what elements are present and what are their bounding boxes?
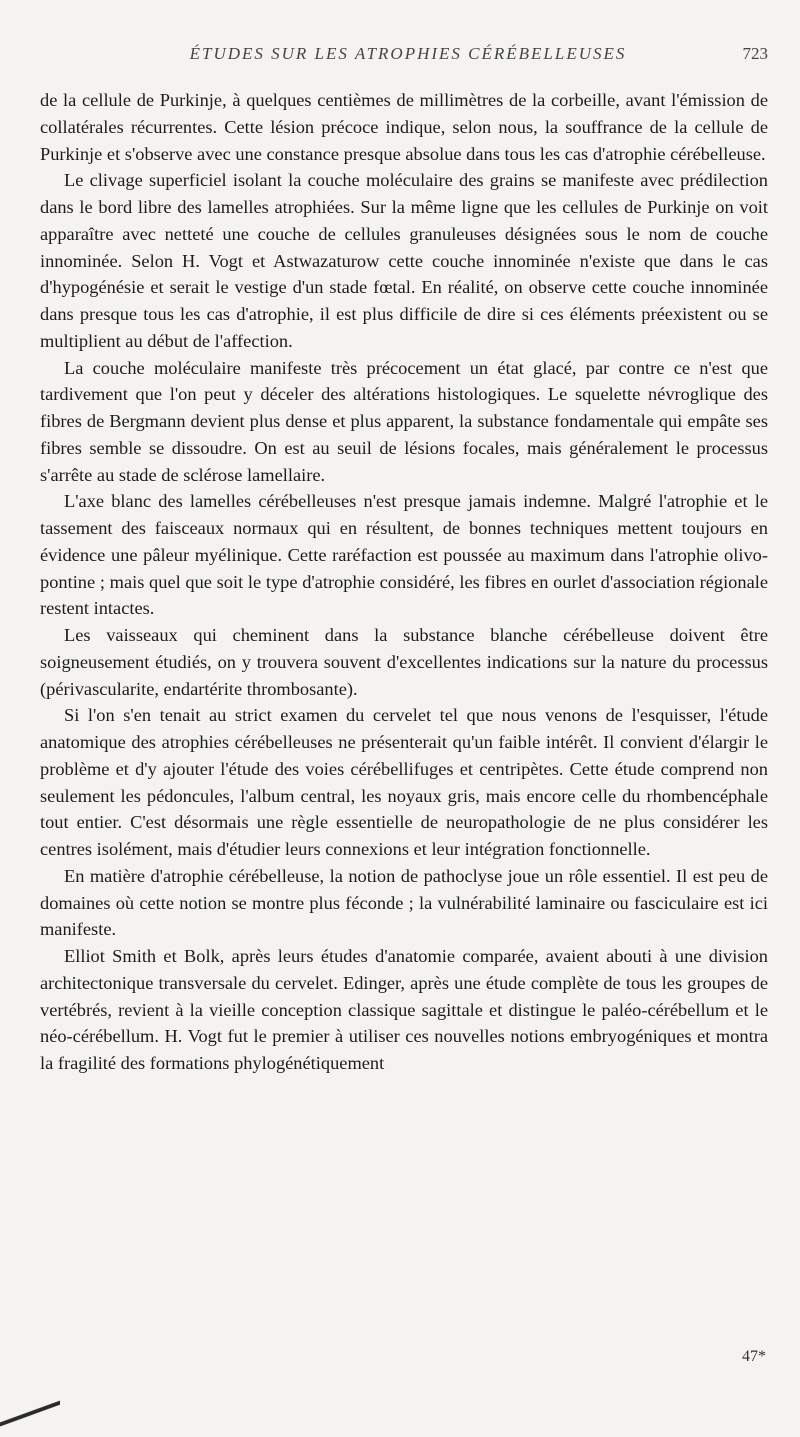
paragraph: Le clivage superficiel isolant la couche moléculaire des grains se manifeste avec prédilection dans le bord libre des lamelles atrophiées. Sur la même ligne que les cellules de Purkinje on voit apparaître avec netteté une couche de cellules granuleuses désignées sous le nom de couche innominée. Selon H. Vogt et Astwazaturow cette couche innominée n'existe que dans le cas d'hypogénésie et serait le vestige d'un stade fœtal. En réalité, on observe cette couche innominée dans presque tous les cas d'atrophie, il est plus difficile de dire si ces éléments préexistent ou se multiplient au début de l'affection. — [40, 170, 768, 351]
signature-mark: 47* — [742, 1348, 766, 1365]
paragraph: L'axe blanc des lamelles cérébelleuses n'est presque jamais indemne. Malgré l'atrophie et le tassement des faisceaux normaux qui en résultent, de bonnes techniques mettent toujours en évidence une pâleur myélinique. Cette raréfaction est poussée au maximum dans l'atrophie olivo-pontine ; mais quel que soit le type d'atrophie considéré, les fibres en ourlet d'association régionale restent intactes. — [40, 491, 768, 619]
paragraph: Les vaisseaux qui cheminent dans la substance blanche cérébelleuse doivent être soigneusement étudiés, on y trouvera souvent d'excellentes indications sur la nature du processus (périvascularite, endartérite thrombosante). — [40, 625, 768, 699]
paragraph: Elliot Smith et Bolk, après leurs études d'anatomie comparée, avaient abouti à une division architectonique transversale du cervelet. Edinger, après une étude complète de tous les groupes de vertébrés, revient à la vieille conception classique sagittale et distingue le paléo-cérébellum et le néo-cérébellum. H. Vogt fut le premier à utiliser ces nouvelles notions embryogéniques et montra la fragilité des formations phylogénétiquement — [40, 946, 768, 1073]
running-title: ÉTUDES SUR LES ATROPHIES CÉRÉBELLEUSES — [189, 44, 627, 63]
paragraph: En matière d'atrophie cérébelleuse, la notion de pathoclyse joue un rôle essentiel. Il est peu de domaines où cette notion se montre plus féconde ; la vulnérabilité laminaire ou fasciculaire est ici manifeste. — [40, 865, 768, 940]
body-text — [40, 87, 768, 1077]
scan-margin-mark — [0, 1377, 60, 1437]
page-header — [48, 44, 768, 74]
paragraph: de la cellule de Purkinje, à quelques centièmes de millimètres de la corbeille, avant l'émission de collatérales récurrentes. Cette lésion précoce indique, selon nous, la souffrance de la cellule de Purkinje et s'observe avec une constance presque absolue dans tous les cas d'atrophie cérébelleuse. — [40, 90, 768, 164]
page-number: 723 — [742, 44, 768, 63]
paragraph: Si l'on s'en tenait au strict examen du cervelet tel que nous venons de l'esquisser, l'étude anatomique des atrophies cérébelleuses ne présenterait qu'un faible intérêt. Il convient d'élargir le problème et d'y ajouter l'étude des voies cérébellifuges et centripètes. Cette étude comprend non seulement les pédoncules, l'album central, les noyaux gris, mais encore celle du rhombencéphale tout entier. C'est désormais une règle essentielle de neuropathologie de ne plus considérer les centres isolément, mais d'étudier leurs connexions et leur intégration fonctionnelle. — [40, 705, 768, 859]
paragraph: La couche moléculaire manifeste très précocement un état glacé, par contre ce n'est que tardivement que l'on peut y déceler des altérations histologiques. Le squelette névroglique des fibres de Bergmann devient plus dense et plus apparent, la substance fondamentale qui empâte ses fibres semble se dissoudre. On est au seuil de lésions focales, mais généralement le processus s'arrête au stade de sclérose lamellaire. — [40, 357, 768, 485]
